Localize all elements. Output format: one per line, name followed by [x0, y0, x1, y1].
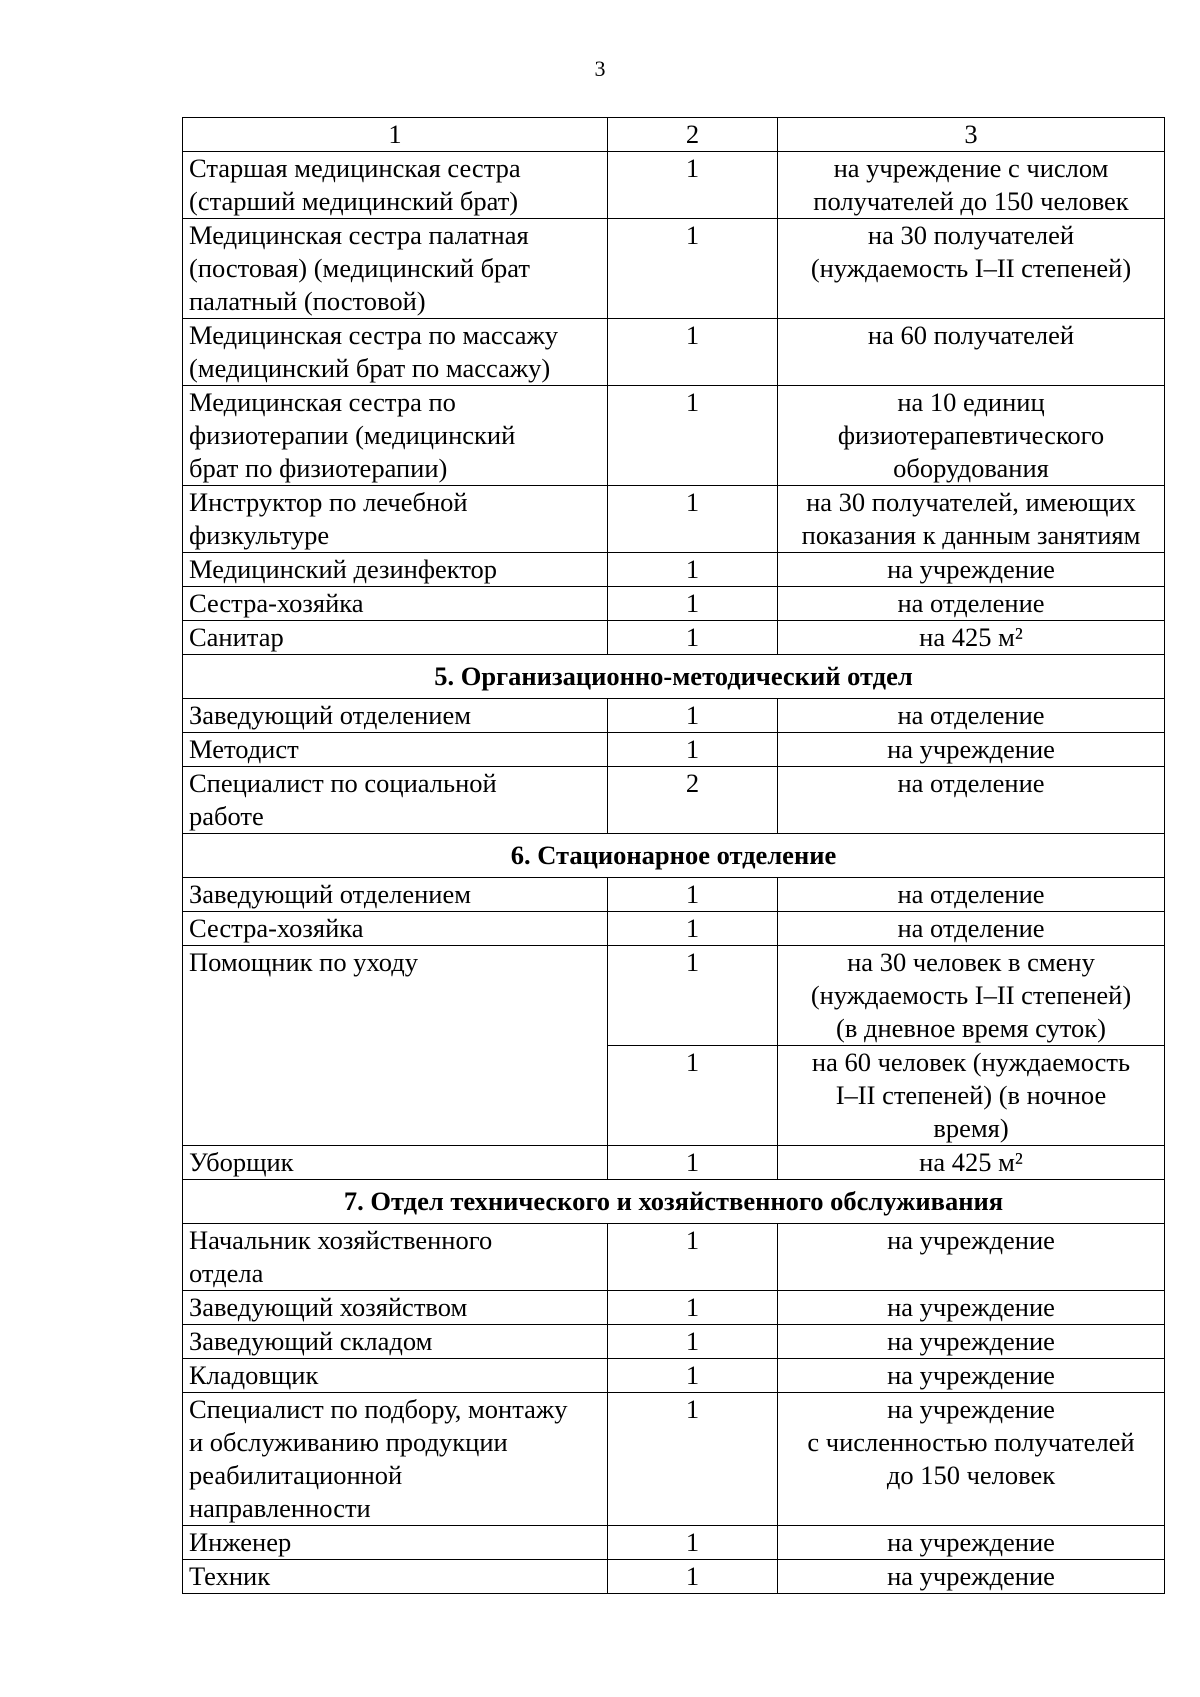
position-name: Заведующий складом [183, 1325, 608, 1359]
table-row [183, 587, 1165, 621]
table-row [183, 946, 1165, 1046]
column-header: 2 [608, 118, 778, 152]
position-count: 1 [608, 319, 778, 386]
column-header: 1 [183, 118, 608, 152]
position-name: Инженер [183, 1526, 608, 1560]
position-norm: на учреждение [778, 1291, 1165, 1325]
table-row [183, 1291, 1165, 1325]
position-count: 1 [608, 621, 778, 655]
position-norm: на 425 м² [778, 621, 1165, 655]
table-row [183, 733, 1165, 767]
position-norm: на отделение [778, 878, 1165, 912]
table-row [183, 1526, 1165, 1560]
position-count: 1 [608, 1146, 778, 1180]
position-norm: на учреждение [778, 733, 1165, 767]
position-count: 1 [608, 386, 778, 486]
table-row [183, 699, 1165, 733]
position-count: 2 [608, 767, 778, 834]
position-name: Санитар [183, 621, 608, 655]
position-norm: на учреждение с числом получателей до 150 человек [778, 152, 1165, 219]
position-norm: на 425 м² [778, 1146, 1165, 1180]
position-count: 1 [608, 699, 778, 733]
section-title: 6. Стационарное отделение [183, 834, 1165, 878]
position-count: 1 [608, 946, 778, 1046]
table-header-row [183, 118, 1165, 152]
position-count: 1 [608, 1560, 778, 1594]
position-norm: на учреждение [778, 1359, 1165, 1393]
position-name: Старшая медицинская сестра (старший медицинский брат) [183, 152, 608, 219]
table-row [183, 219, 1165, 319]
position-count: 1 [608, 1046, 778, 1146]
table-row [183, 152, 1165, 219]
position-name: Инструктор по лечебной физкультуре [183, 486, 608, 553]
table-row [183, 1393, 1165, 1526]
position-name: Заведующий отделением [183, 699, 608, 733]
position-count: 1 [608, 486, 778, 553]
page-number: 3 [594, 56, 606, 81]
position-norm: на 30 получателей, имеющих показания к данным занятиям [778, 486, 1165, 553]
position-count: 1 [608, 912, 778, 946]
position-name: Медицинская сестра по массажу (медицинский брат по массажу) [183, 319, 608, 386]
section-title: 7. Отдел технического и хозяйственного обслуживания [183, 1180, 1165, 1224]
staffing-table [182, 117, 1165, 1594]
position-norm: на отделение [778, 767, 1165, 834]
table-row [183, 767, 1165, 834]
table-row [183, 878, 1165, 912]
position-norm: на учреждение [778, 553, 1165, 587]
table-row [183, 1146, 1165, 1180]
position-norm: на учреждение [778, 1325, 1165, 1359]
position-count: 1 [608, 553, 778, 587]
position-name: Помощник по уходу [183, 946, 608, 1146]
position-count: 1 [608, 1291, 778, 1325]
position-name: Заведующий хозяйством [183, 1291, 608, 1325]
position-count: 1 [608, 152, 778, 219]
column-header: 3 [778, 118, 1165, 152]
position-name: Кладовщик [183, 1359, 608, 1393]
position-name: Уборщик [183, 1146, 608, 1180]
table-row [183, 1325, 1165, 1359]
position-norm: на 60 человек (нуждаемость I–II степеней) (в ночное время) [778, 1046, 1165, 1146]
position-count: 1 [608, 1359, 778, 1393]
position-count: 1 [608, 1393, 778, 1526]
position-norm: на учреждение [778, 1560, 1165, 1594]
position-norm: на 30 получателей (нуждаемость I–II степеней) [778, 219, 1165, 319]
section-row [183, 1180, 1165, 1224]
position-name: Медицинская сестра палатная (постовая) (медицинский брат палатный (постовой) [183, 219, 608, 319]
table-row [183, 486, 1165, 553]
position-count: 1 [608, 1526, 778, 1560]
position-count: 1 [608, 733, 778, 767]
position-name: Медицинский дезинфектор [183, 553, 608, 587]
table-row [183, 621, 1165, 655]
position-norm: на учреждение [778, 1224, 1165, 1291]
position-count: 1 [608, 1325, 778, 1359]
table-row [183, 1224, 1165, 1291]
position-norm: на 30 человек в смену (нуждаемость I–II степеней) (в дневное время суток) [778, 946, 1165, 1046]
position-norm: на учреждение [778, 1526, 1165, 1560]
position-name: Сестра-хозяйка [183, 587, 608, 621]
position-name: Техник [183, 1560, 608, 1594]
position-name: Заведующий отделением [183, 878, 608, 912]
position-name: Начальник хозяйственного отдела [183, 1224, 608, 1291]
position-count: 1 [608, 1224, 778, 1291]
position-name: Специалист по подбору, монтажу и обслуживанию продукции реабилитационной направленности [183, 1393, 608, 1526]
section-row [183, 834, 1165, 878]
position-norm: на 60 получателей [778, 319, 1165, 386]
position-count: 1 [608, 878, 778, 912]
position-name: Сестра-хозяйка [183, 912, 608, 946]
table-row [183, 1560, 1165, 1594]
table-row [183, 319, 1165, 386]
table-row [183, 553, 1165, 587]
table-row [183, 1359, 1165, 1393]
section-row [183, 655, 1165, 699]
table-row [183, 912, 1165, 946]
position-norm: на отделение [778, 912, 1165, 946]
section-title: 5. Организационно-методический отдел [183, 655, 1165, 699]
position-norm: на отделение [778, 699, 1165, 733]
position-count: 1 [608, 219, 778, 319]
position-name: Медицинская сестра по физиотерапии (медицинский брат по физиотерапии) [183, 386, 608, 486]
position-name: Методист [183, 733, 608, 767]
position-norm: на отделение [778, 587, 1165, 621]
position-norm: на учреждение с численностью получателей до 150 человек [778, 1393, 1165, 1526]
position-count: 1 [608, 587, 778, 621]
position-name: Специалист по социальной работе [183, 767, 608, 834]
table-row [183, 386, 1165, 486]
position-norm: на 10 единиц физиотерапевтического оборудования [778, 386, 1165, 486]
